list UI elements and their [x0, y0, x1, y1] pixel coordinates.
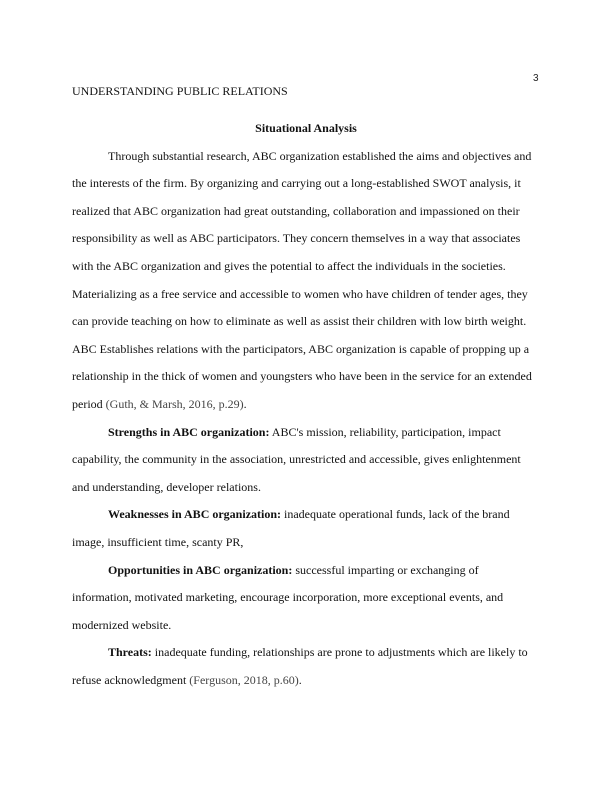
text-segment: relationship in the thick of women and youngsters who have been in the service for an extended — [72, 369, 532, 384]
text-segment: . — [243, 396, 247, 411]
text-line — [72, 281, 552, 309]
text-line — [72, 308, 552, 336]
text-line — [72, 391, 552, 419]
text-segment: Materializing as a free service and accessible to women who have children of tender ages, they — [72, 286, 528, 301]
bold-heading: Threats: — [108, 645, 152, 660]
text-segment: refuse acknowledgment — [72, 672, 190, 687]
paragraph — [72, 639, 552, 694]
text-segment: ABC Establishes relations with the participators, ABC organization is capable of propping up a — [72, 341, 530, 356]
paragraph — [72, 501, 552, 556]
text-line — [72, 639, 552, 667]
text-line — [72, 529, 552, 557]
text-line — [72, 143, 552, 171]
text-line — [72, 557, 552, 585]
text-segment: with the ABC organization and gives the potential to affect the individuals in the societies. — [72, 258, 506, 273]
text-segment: successful imparting or exchanging of — [292, 562, 479, 577]
text-line — [72, 501, 552, 529]
text-segment: modernized website. — [72, 617, 172, 632]
text-segment: the interests of the firm. By organizing and carrying out a long-established SWOT analysis, it — [72, 176, 521, 191]
text-segment: can provide teaching on how to eliminate as well as assist their children with low birth weight. — [72, 314, 527, 329]
citation: (Guth, & Marsh, 2016, p.29) — [105, 396, 244, 411]
text-segment: period — [72, 396, 106, 411]
bold-heading: Opportunities in ABC organization: — [108, 562, 293, 577]
text-line — [72, 474, 552, 502]
running-head: UNDERSTANDING PUBLIC RELATIONS — [72, 84, 288, 98]
text-line — [72, 198, 552, 226]
text-segment: responsibility as well as ABC participators. They concern themselves in a way that associates — [72, 231, 521, 246]
paragraph — [72, 557, 552, 640]
text-segment: image, insufficient time, scanty PR, — [72, 534, 244, 549]
text-segment: and understanding, developer relations. — [72, 479, 261, 494]
text-segment: information, motivated marketing, encourage incorporation, more exceptional events, and — [72, 590, 504, 605]
text-line — [72, 584, 552, 612]
citation: (Ferguson, 2018, p.60) — [189, 672, 299, 687]
text-line — [72, 336, 552, 364]
text-segment: capability, the community in the association, unrestricted and accessible, gives enlightenment — [72, 452, 521, 467]
text-line — [72, 170, 552, 198]
text-segment: inadequate operational funds, lack of the brand — [281, 507, 510, 522]
text-segment: realized that ABC organization had great outstanding, collaboration and impassioned on their — [72, 203, 520, 218]
text-line — [72, 612, 552, 640]
text-line — [72, 253, 552, 281]
bold-heading: Weaknesses in ABC organization: — [108, 507, 282, 522]
text-line — [72, 446, 552, 474]
document-body — [72, 115, 552, 694]
text-segment: . — [298, 672, 302, 687]
paragraph — [72, 143, 552, 419]
text-line — [72, 363, 552, 391]
text-line — [72, 667, 552, 695]
text-line — [72, 225, 552, 253]
text-segment: ABC's mission, reliability, participation, impact — [269, 424, 501, 439]
text-line — [72, 419, 552, 447]
text-segment: Through substantial research, ABC organization established the aims and objectives and — [108, 148, 532, 163]
text-segment: inadequate funding, relationships are prone to adjustments which are likely to — [151, 645, 528, 660]
bold-heading: Strengths in ABC organization: — [108, 424, 270, 439]
section-title: Situational Analysis — [255, 121, 357, 135]
paragraph — [72, 419, 552, 502]
page-number: 3 — [533, 73, 539, 84]
